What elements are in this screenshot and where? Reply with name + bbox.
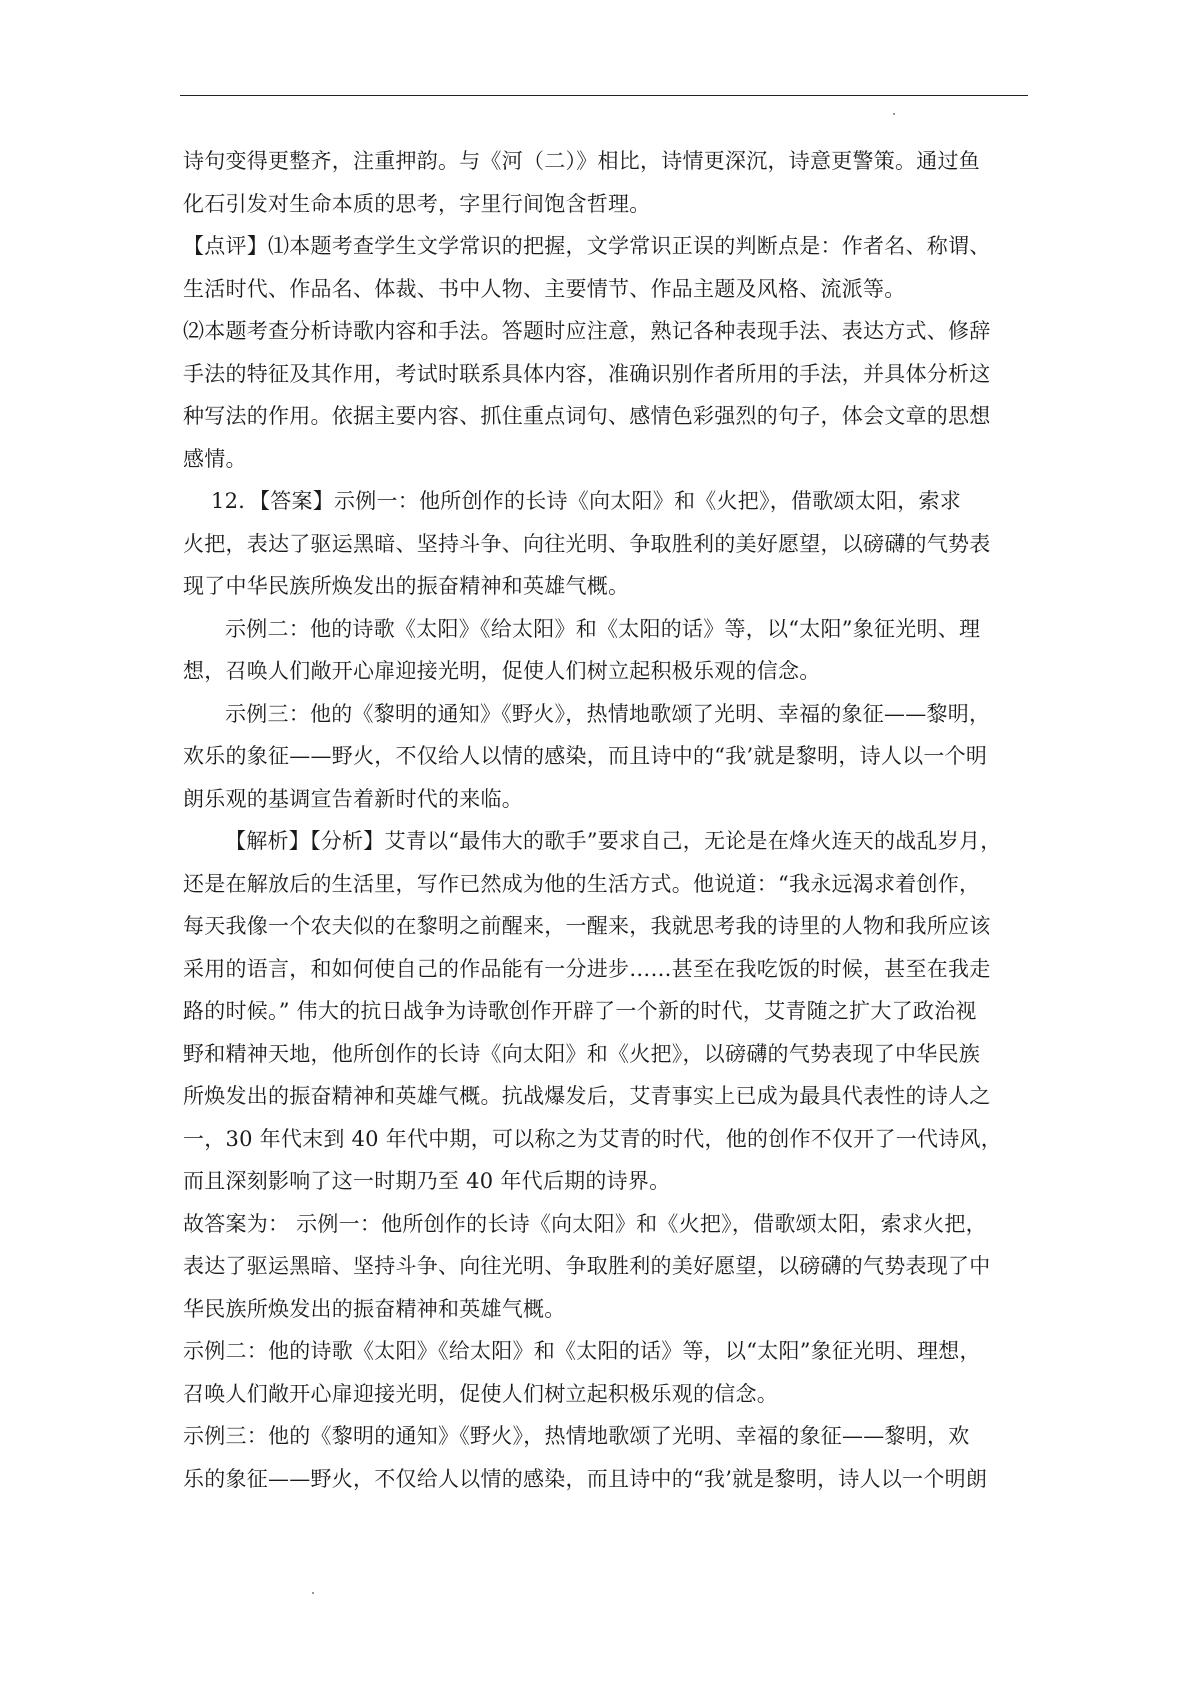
text-line: 华民族所焕发出的振奋精神和英雄气概。	[183, 1296, 566, 1321]
text-line: 每天我像一个农夫似的在黎明之前醒来，一醒来，我就思考我的诗里的人物和我所应该	[183, 914, 991, 938]
scan-dot	[312, 1592, 314, 1594]
text-line: 欢乐的象征——野火，不仅给人以情的感染，而且诗中的“我’就是黎明，诗人以一个明	[183, 744, 988, 768]
text-line: 火把，表达了驱运黑暗、坚持斗争、向往光明、争取胜利的美好愿望，以磅礴的气势表	[183, 531, 991, 556]
text-line: 路的时候。” 伟大的抗日战争为诗歌创作开辟了一个新的时代，艾青随之扩大了政治视	[183, 999, 977, 1023]
text-line: 诗句变得更整齐，注重押韵。与《河（二）》相比，诗情更深沉，诗意更警策。通过鱼	[183, 149, 980, 173]
text-line: 种写法的作用。依据主要内容、抓住重点词句、感情色彩强烈的句子，体会文章的思想	[183, 404, 991, 428]
text-line: 野和精神天地，他所创作的长诗《向太阳》和《火把》，以磅礴的气势表现了中华民族	[183, 1041, 980, 1066]
document-body	[183, 140, 1028, 1500]
text-line: 感情。	[183, 446, 247, 471]
text-line: 召唤人们敞开心扉迎接光明，促使人们树立起积极乐观的信念。	[183, 1381, 778, 1406]
example-line: 示例二：他的诗歌《太阳》《给太阳》和《太阳的话》等，以“太阳”象征光明、理想，	[183, 1339, 981, 1363]
text-line: 化石引发对生命本质的思考，字里行间饱含哲理。	[183, 191, 651, 216]
text-line: 乐的象征——野火，不仅给人以情的感染，而且诗中的“我’就是黎明，诗人以一个明朗	[183, 1466, 988, 1491]
scan-dot	[893, 113, 895, 115]
example-line: 示例三：他的《黎明的通知》《野火》，热情地歌颂了光明、幸福的象征——黎明，	[225, 701, 991, 726]
answer-heading-line: 12．【答案】示例一：他所创作的长诗《向太阳》和《火把》，借歌颂太阳，索求	[211, 489, 961, 513]
text-line: 表达了驱运黑暗、坚持斗争、向往光明、争取胜利的美好愿望，以磅礴的气势表现了中	[183, 1254, 991, 1278]
example-line: 示例二：他的诗歌《太阳》《给太阳》和《太阳的话》等，以“太阳”象征光明、理	[225, 616, 981, 641]
text-line: 还是在解放后的生活里，写作已然成为他的生活方式。他说道：“我永远渴求着创作，	[183, 871, 981, 896]
text-line: 一，30 年代末到 40 年代中期，可以称之为艾青的时代，他的创作不仅开了一代诗风，	[183, 1126, 1002, 1151]
answer-summary-line: 故答案为： 示例一：他所创作的长诗《向太阳》和《火把》，借歌颂太阳，索求火把，	[183, 1211, 987, 1236]
text-line: 想，召唤人们敞开心扉迎接光明，促使人们树立起积极乐观的信念。	[183, 659, 821, 683]
text-line: 朗乐观的基调宣告着新时代的来临。	[183, 786, 523, 811]
analysis-line: 【解析】【分析】艾青以“最伟大的歌手”要求自己，无论是在烽火连天的战乱岁月，	[225, 829, 1002, 853]
text-line: 现了中华民族所焕发出的振奋精神和英雄气概。	[183, 574, 630, 598]
text-line: 生活时代、作品名、体裁、书中人物、主要情节、作品主题及风格、流派等。	[183, 276, 906, 301]
text-line: 手法的特征及其作用，考试时联系具体内容，准确识别作者所用的手法，并具体分析这	[183, 361, 991, 386]
text-line: 而且深刻影响了这一时期乃至 40 年代后期的诗界。	[183, 1169, 671, 1193]
text-line: ⑵本题考查分析诗歌内容和手法。答题时应注意，熟记各种表现手法、表达方式、修辞	[183, 319, 991, 343]
comment-line: 【点评】⑴本题考查学生文学常识的把握，文学常识正误的判断点是：作者名、称谓、	[183, 234, 991, 258]
header-rule	[180, 95, 1028, 96]
example-line: 示例三：他的《黎明的通知》《野火》，热情地歌颂了光明、幸福的象征——黎明，欢	[183, 1424, 970, 1448]
text-line: 所焕发出的振奋精神和英雄气概。抗战爆发后，艾青事实上已成为最具代表性的诗人之	[183, 1084, 991, 1108]
text-line: 采用的语言，和如何使自己的作品能有一分进步……甚至在我吃饭的时候，甚至在我走	[183, 956, 991, 981]
